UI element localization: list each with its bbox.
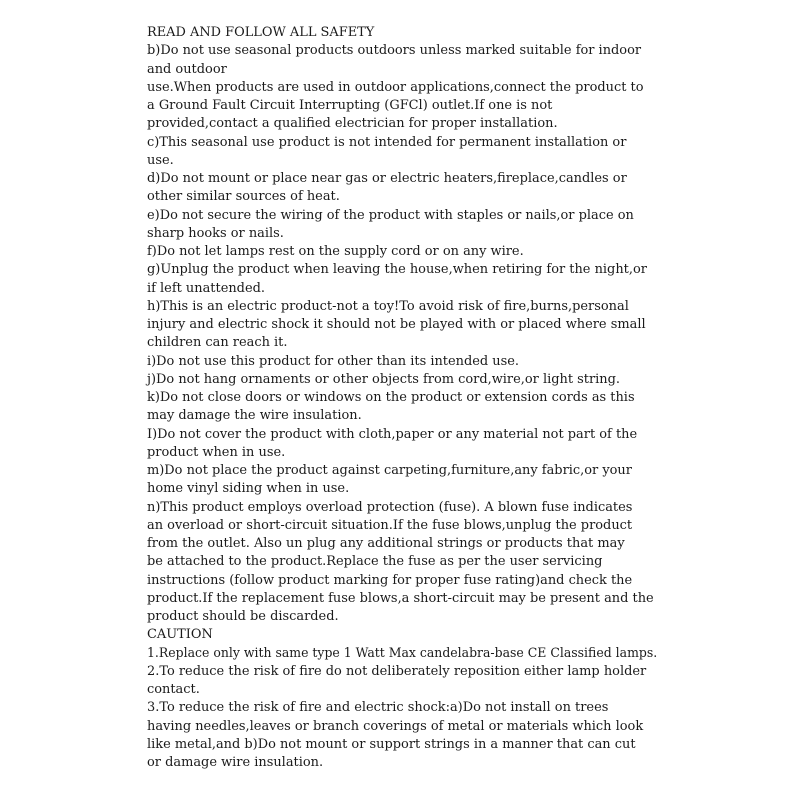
safety-instructions-document — [147, 24, 667, 772]
text-line: other similar sources of heat. — [147, 189, 340, 205]
text-line: d)Do not mount or place near gas or electric heaters,fireplace,candles or — [147, 171, 627, 186]
text-line: like metal,and b)Do not mount or support strings in a manner that can cut — [147, 736, 636, 752]
text-line: g)Unplug the product when leaving the house,when retiring for the night,or — [147, 262, 647, 278]
text-line: 2.To reduce the risk of fire do not deliberately reposition either lamp holder — [147, 663, 647, 679]
text-line: use.When products are used in outdoor applications,connect the product to — [147, 79, 644, 95]
text-line: sharp hooks or nails. — [147, 225, 284, 241]
text-line: b)Do not use seasonal products outdoors unless marked suitable for indoor — [147, 43, 642, 59]
text-line: I)Do not cover the product with cloth,paper or any material not part of the — [147, 426, 638, 442]
text-line: h)This is an electric product-not a toy!To avoid risk of fire,burns,personal — [147, 298, 629, 314]
text-line: k)Do not close doors or windows on the product or extension cords as this — [147, 390, 635, 405]
text-line: product.If the replacement fuse blows,a short-circuit may be present and the — [147, 590, 654, 606]
text-line: e)Do not secure the wiring of the product with staples or nails,or place on — [147, 207, 634, 223]
text-line: contact. — [147, 682, 200, 697]
text-line: n)This product employs overload protection (fuse). A blown fuse indicates — [147, 499, 633, 515]
document-heading: READ AND FOLLOW ALL SAFETY — [147, 25, 375, 40]
text-line: may damage the wire insulation. — [147, 408, 362, 424]
text-line: 1.Replace only with same type 1 Watt Max candelabra-base CE Classified lamps. — [147, 645, 658, 661]
text-line: from the outlet. Also un plug any additional strings or products that may — [147, 536, 625, 551]
text-line: j)Do not hang ornaments or other objects from cord,wire,or light string. — [147, 371, 621, 387]
text-line: product when in use. — [147, 444, 286, 460]
text-line: and outdoor — [147, 61, 227, 77]
text-line: f)Do not let lamps rest on the supply cord or on any wire. — [147, 244, 524, 259]
caution-heading: CAUTION — [147, 627, 213, 643]
text-line: use. — [147, 152, 174, 168]
text-line: having needles,leaves or branch coverings of metal or materials which look — [147, 718, 644, 734]
text-line: instructions (follow product marking for proper fuse rating)and check the — [147, 572, 633, 588]
text-line: if left unattended. — [147, 280, 265, 296]
text-line: children can reach it. — [147, 335, 288, 351]
text-line: i)Do not use this product for other than its intended use. — [147, 353, 520, 369]
text-line: injury and electric shock it should not be played with or placed where small — [147, 317, 646, 332]
text-line: c)This seasonal use product is not intended for permanent installation or — [147, 134, 627, 150]
text-line: or damage wire insulation. — [147, 755, 324, 770]
text-line: m)Do not place the product against carpeting,furniture,any fabric,or your — [147, 463, 632, 478]
text-line: product should be discarded. — [147, 609, 339, 624]
text-line: 3.To reduce the risk of fire and electric shock:a)Do not install on trees — [147, 700, 609, 716]
text-line: an overload or short-circuit situation.If the fuse blows,unplug the product — [147, 517, 633, 533]
text-line: a Ground Fault Circuit Interrupting (GFCl) outlet.If one is not — [147, 98, 553, 113]
text-line: be attached to the product.Replace the fuse as per the user servicing — [147, 554, 603, 570]
text-line: home vinyl siding when in use. — [147, 481, 350, 497]
text-line: provided,contact a qualified electrician for proper installation. — [147, 116, 558, 132]
